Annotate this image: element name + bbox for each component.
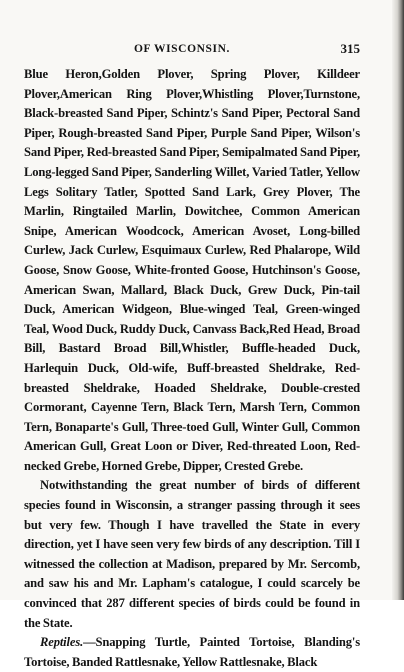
bird-list-paragraph: Blue Heron,Golden Plover, Spring Plover, Killdeer Plover,American Ring Plover,Whistling Plover,Turnstone, Black-breasted Sand Piper, Schintz's Sand Piper, Pectoral Sand Piper, Rough-breasted Sand Piper, Purple Sand Piper, Wilson's Sand Piper, Red-breasted Sand Piper, Semipalmated Sand Piper, Long-legged Sand Piper, Sanderling Willet, Varied Tatler, Yellow Legs Solitary Tatler, Spotted Sand Lark, Grey Plover, The Marlin, Ringtailed Marlin, Dowitchee, Common American Snipe, American Woodcock, American Avoset, Long-billed Curlew, Jack Curlew, Esquimaux Curlew, Red Phalarope, Wild Goose, Snow Goose, White-fronted Goose, Hutchinson's Goose, American Swan, Mallard, Black Duck, Grew Duck, Pin-tail Duck, American Widgeon, Blue-winged Teal, Green-winged Teal, Wood Duck, Ruddy Duck, Canvass Back,Red Head, Broad Bill, Bastard Broad Bill,Whistler, Buffle-headed Duck, Harlequin Duck, Old-wife, Buff-breasted Sheldrake, Red-breasted Sheldrake, Hoaded Sheldrake, Double-crested Cormorant, Cayenne Tern, Black Tern, Marsh Tern, Common Tern, Bonaparte's Gull, Three-toed Gull, Winter Gull, Common American Gull, Great Loon or Diver, Red-threated Loon, Red-necked Grebe, Horned Grebe, Dipper, Crested Grebe. (24, 67, 360, 473)
running-head: OF WISCONSIN. (134, 43, 230, 55)
page-number: 315 (340, 41, 360, 56)
page-header (24, 43, 360, 57)
reptiles-text: —Snapping Turtle, Painted Tortoise, Blanding's Tortoise, Banded Rattlesnake, Yellow Rattlesnake, Black (24, 635, 360, 669)
reptiles-paragraph (24, 633, 360, 672)
page-body (24, 65, 360, 672)
observation-paragraph: Notwithstanding the great number of birds of different species found in Wisconsin, a stranger passing through it sees but very few. Though I have travelled the State in every direction, yet I have seen very few birds of any description. Till I witnessed the collection at Madison, prepared by Mr. Sercomb, and saw his and Mr. Lapham's catalogue, I could scarcely be convinced that 287 different species of birds could be found in the State. (24, 478, 360, 630)
reptiles-label: Reptiles. (40, 635, 84, 650)
book-spine-shadow (392, 0, 404, 600)
